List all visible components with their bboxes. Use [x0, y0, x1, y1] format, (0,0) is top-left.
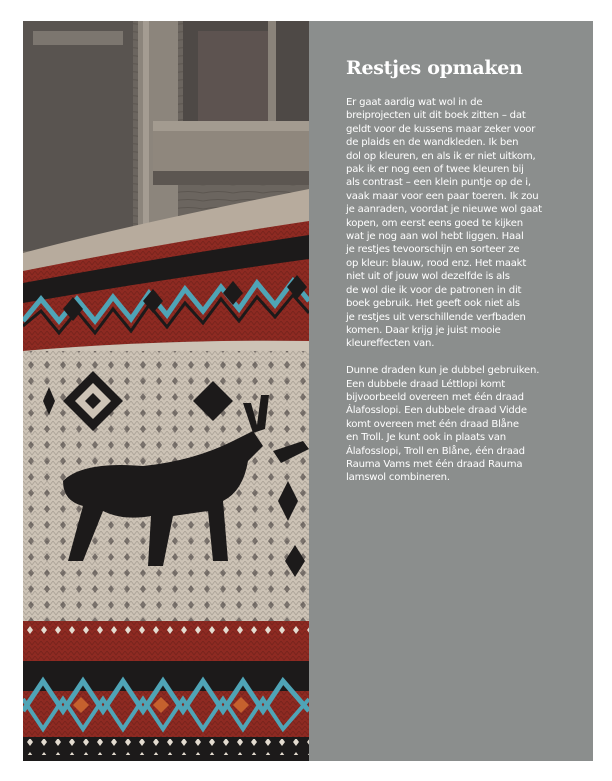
body-line: Rauma Vams met één draad Rauma: [346, 458, 523, 470]
body-line: Er gaat aardig wat wol in de: [346, 97, 483, 108]
body-line: wat je nog aan wol hebt liggen. Haal: [346, 231, 524, 243]
body-line: de wol die ik voor de patronen in dit: [346, 284, 522, 296]
body-line: je restjes tevoorschijn en sorteer ze: [346, 244, 520, 256]
knitted-cushion-photo: [23, 21, 309, 761]
body-line: boek gebruik. Het geeft ook niet als: [346, 298, 520, 310]
body-line: als contrast – een klein puntje op de i,: [346, 177, 531, 189]
body-line: Een dubbele draad Léttlopi komt: [346, 378, 506, 390]
body-line: op kleur: blauw, rood enz. Het maakt: [346, 257, 527, 269]
body-line: niet uit of jouw wol dezelfde is als: [346, 271, 510, 283]
body-line: Dunne draden kun je dubbel gebruiken.: [346, 365, 540, 377]
body-line: kleureffecten van.: [346, 338, 435, 350]
body-line: pak ik er nog een of twee kleuren bij: [346, 164, 524, 176]
article-title: Restjes opmaken: [346, 57, 523, 79]
body-line: Álafosslopi. Een dubbele draad Vidde: [346, 405, 527, 417]
body-line: bijvoorbeeld overeen met één draad: [346, 391, 524, 403]
body-line: breiprojecten uit dit boek zitten – dat: [346, 110, 526, 122]
text-panel: [309, 21, 593, 761]
body-line: komt overeen met één draad Blåne: [346, 418, 519, 430]
body-line: je aanraden, voordat je nieuwe wol gaat: [346, 204, 542, 216]
body-line: en Troll. Je kunt ook in plaats van: [346, 432, 506, 444]
body-line: lamswol combineren.: [346, 472, 450, 484]
body-line: vaak maar voor een paar toeren. Ik zou: [346, 190, 539, 202]
article-body: [346, 96, 596, 485]
body-line: dol op kleuren, en als ik er niet uitkom,: [346, 150, 536, 162]
body-line: komen. Daar krijg je juist mooie: [346, 324, 501, 336]
body-line: kopen, om eerst eens goed te kijken: [346, 217, 523, 229]
body-line: Álafosslopi, Troll en Blåne, één draad: [346, 445, 525, 457]
paragraph-gap: [346, 351, 596, 364]
body-line: je restjes uit verschillende verfbaden: [346, 311, 526, 323]
body-line: geldt voor de kussens maar zeker voor: [346, 123, 536, 135]
body-line: de plaids en de wandkleden. Ik ben: [346, 137, 519, 149]
